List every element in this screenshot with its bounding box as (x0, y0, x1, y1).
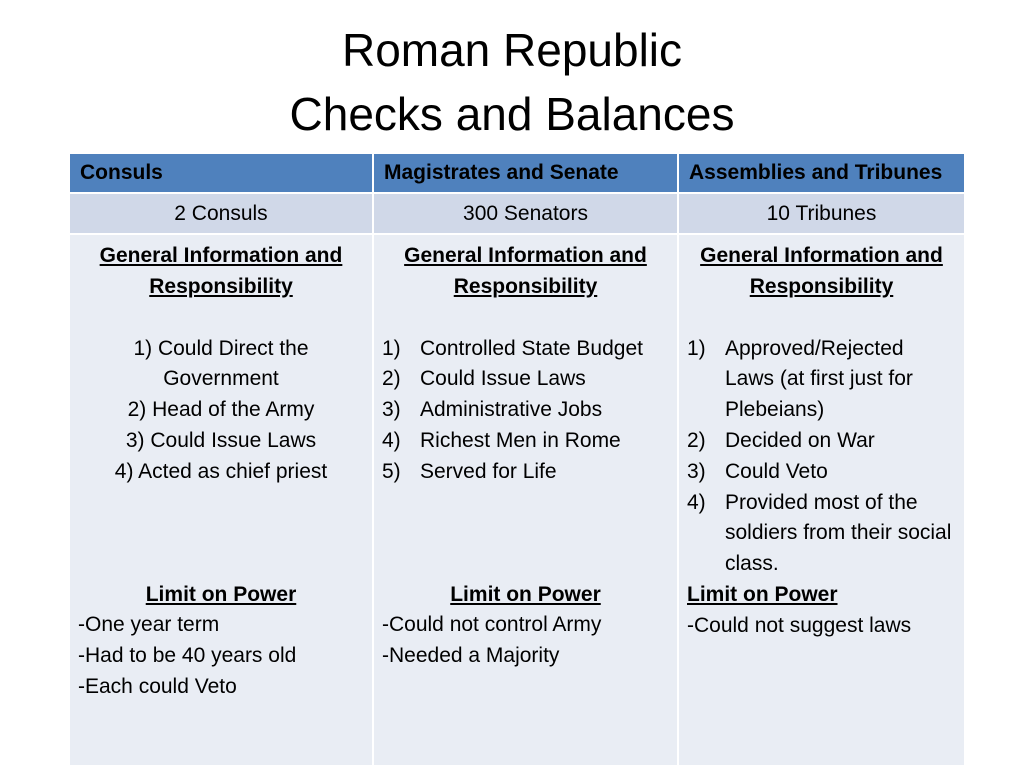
list-item (382, 364, 669, 395)
count-consuls: 2 Consuls (69, 193, 373, 234)
list-item: -Could not control Army (382, 613, 602, 637)
consuls-duties-list (78, 334, 364, 488)
list-item: 3) Could Issue Laws (125, 428, 317, 452)
header-assemblies-tribunes: Assemblies and Tribunes (678, 153, 965, 193)
list-text: Richest Men in Rome (420, 428, 621, 452)
info-heading-line-1: General Information and (99, 244, 343, 267)
list-item (382, 457, 669, 488)
list-number: 3) (687, 459, 706, 483)
list-item (687, 334, 956, 426)
info-heading (78, 241, 364, 303)
cell-magistrates-senate (373, 234, 678, 766)
list-text: Controlled State Budget (420, 336, 643, 360)
info-heading-line-1: General Information and (404, 244, 647, 267)
list-text: Could Issue Laws (420, 367, 586, 391)
info-heading (687, 241, 956, 303)
list-number: 1) (382, 336, 401, 360)
senate-duties-list (382, 334, 669, 488)
list-text: Provided most of the soldiers from their social class. (725, 490, 952, 576)
list-text: Could Veto (725, 459, 828, 483)
list-number: 3) (382, 398, 401, 422)
table-header-row (69, 153, 965, 193)
list-number: 2) (687, 428, 706, 452)
list-item (687, 426, 956, 457)
table-body-row (69, 234, 965, 766)
list-item (382, 334, 669, 365)
checks-balances-table (68, 152, 966, 767)
count-tribunes: 10 Tribunes (678, 193, 965, 234)
limit-heading: Limit on Power (450, 582, 601, 606)
list-item: 2) Head of the Army (127, 398, 315, 422)
list-text: Administrative Jobs (420, 398, 603, 422)
list-item: -Had to be 40 years old (78, 644, 297, 668)
list-number: 1) (687, 336, 706, 360)
limits-list (382, 610, 669, 672)
list-number: 5) (382, 459, 401, 483)
count-senators: 300 Senators (373, 193, 678, 234)
list-item: -Could not suggest laws (687, 613, 912, 637)
list-number: 2) (382, 367, 401, 391)
list-item (687, 457, 956, 488)
list-item: -Needed a Majority (382, 644, 560, 668)
list-item: 4) Acted as chief priest (114, 459, 328, 483)
cell-consuls (69, 234, 373, 766)
info-heading-line-2: Responsibility (749, 274, 894, 298)
tribunes-duties-list (687, 334, 956, 580)
slide-title-line-1: Roman Republic (341, 24, 683, 76)
header-consuls: Consuls (69, 153, 373, 193)
limits-list (78, 610, 364, 702)
list-item: -One year term (78, 613, 220, 637)
table-count-row (69, 193, 965, 234)
list-item (382, 426, 669, 457)
list-number: 4) (382, 428, 401, 452)
slide-title (0, 18, 1024, 146)
limit-heading: Limit on Power (687, 582, 838, 606)
list-text: Served for Life (420, 459, 557, 483)
limits-list (687, 611, 956, 642)
list-item: 1) Could Direct the Government (133, 336, 309, 391)
header-magistrates-senate: Magistrates and Senate (373, 153, 678, 193)
info-heading-line-1: General Information and (700, 244, 943, 267)
list-text: Decided on War (725, 428, 875, 452)
info-heading (382, 241, 669, 303)
info-heading-line-2: Responsibility (149, 274, 293, 298)
slide-title-line-2: Checks and Balances (289, 88, 735, 140)
list-text: Approved/Rejected Laws (at first just for Plebeians) (725, 336, 913, 422)
cell-assemblies-tribunes (678, 234, 965, 766)
limit-heading: Limit on Power (145, 582, 297, 606)
list-item: -Each could Veto (78, 674, 237, 698)
list-item (382, 395, 669, 426)
list-item (687, 488, 956, 580)
info-heading-line-2: Responsibility (453, 274, 598, 298)
list-number: 4) (687, 490, 706, 514)
